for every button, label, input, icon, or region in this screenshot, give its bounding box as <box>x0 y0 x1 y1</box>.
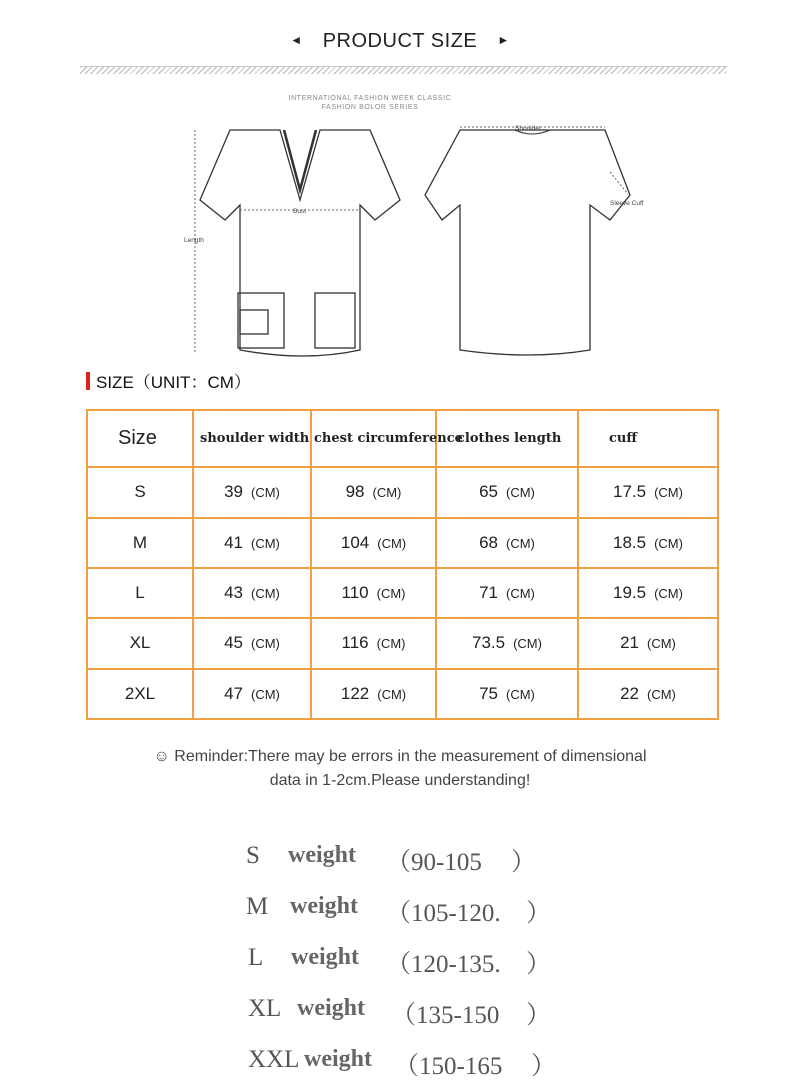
length-label: Length <box>184 237 204 244</box>
size-table <box>86 409 719 720</box>
smiley-icon: ☺ <box>153 748 170 765</box>
table-row: S 39 (CM) 98 (CM) 65 (CM) 17.5 (CM) <box>87 467 718 517</box>
back-shirt-outline <box>425 130 630 355</box>
table-row: 2XL 47 (CM) 122 (CM) 75 (CM) 22 (CM) <box>87 669 718 719</box>
diagram-caption: INTERNATIONAL FASHION WEEK CLASSIC FASHION BOLOR SERIES <box>288 95 452 111</box>
hatched-divider <box>80 66 727 74</box>
reminder-note: ☺ Reminder:There may be errors in the measurement of dimensional data in 1-2cm.Please understanding! <box>153 748 647 789</box>
shoulder-label: Shoulder <box>515 125 542 132</box>
header-chest-circumference: chest circumference <box>311 410 436 467</box>
front-shirt-outline <box>200 130 400 356</box>
table-row: XL 45 (CM) 116 (CM) 73.5 (CM) 21 (CM) <box>87 618 718 668</box>
sleeve-cuff-label: Sleeve Cuff <box>610 200 644 207</box>
garment-diagram <box>170 90 670 370</box>
table-header-row <box>87 410 718 467</box>
garment-svg <box>170 90 670 370</box>
table-row: L 43 (CM) 110 (CM) 71 (CM) 19.5 (CM) <box>87 568 718 618</box>
bust-label: Bust <box>293 208 307 215</box>
header-cuff: cuff <box>578 410 718 467</box>
red-accent-bar <box>86 372 90 390</box>
right-arrow-icon: ► <box>497 32 510 47</box>
page-header <box>0 30 800 53</box>
table-row: M 41 (CM) 104 (CM) 68 (CM) 18.5 (CM) <box>87 518 718 568</box>
left-arrow-icon: ◄ <box>290 32 303 47</box>
front-pocket-left <box>238 293 284 348</box>
front-pocket-right <box>315 293 355 348</box>
front-pocket-inner <box>240 310 268 334</box>
header-clothes-length: clothes length <box>436 410 578 467</box>
size-section-title: SIZE（UNIT：CM） <box>86 368 251 393</box>
page-title: PRODUCT SIZE <box>322 30 478 52</box>
header-size: Size <box>87 410 193 467</box>
header-shoulder-width: shoulder width <box>193 410 311 467</box>
